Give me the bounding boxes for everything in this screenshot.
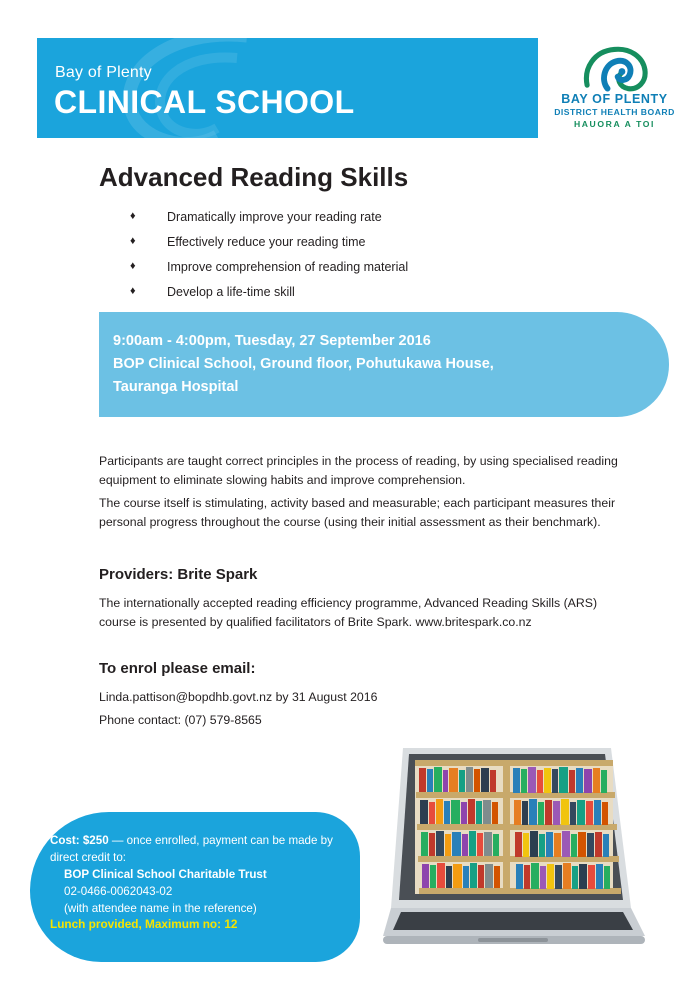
- list-item-label: Effectively reduce your reading time: [167, 235, 366, 249]
- enrol-email[interactable]: Linda.pattison@bopdhb.govt.nz by 31 August 2016: [99, 690, 378, 704]
- laptop-bookshelf-illustration: [383, 740, 653, 970]
- schedule-panel: [99, 312, 669, 417]
- providers-paragraph: The internationally accepted reading efficiency programme, Advanced Reading Skills (ARS) course is presented by qualified facilitators of Brite Spark. www.britespark.co.nz: [99, 596, 598, 629]
- cost-line-1: [50, 832, 345, 866]
- cost-account-name: BOP Clinical School Charitable Trust: [64, 868, 267, 881]
- koru-logo-icon: [582, 46, 650, 92]
- cost-panel: [30, 812, 360, 962]
- description-paragraph-2: The course itself is stimulating, activity based and measurable; each participant measures their personal progress throughout the course (using their initial assessment as their benchmark).: [99, 496, 616, 529]
- list-item-label: Dramatically improve your reading rate: [167, 210, 382, 224]
- list-item: [130, 210, 630, 235]
- cost-account-number: 02-0466-0062043-02: [64, 885, 173, 898]
- enrol-phone: Phone contact: (07) 579-8565: [99, 713, 262, 727]
- logo-line-3: HAUORA A TOI: [573, 119, 656, 129]
- cost-amount-label: Cost: $250: [50, 834, 109, 847]
- cost-reference-note: (with attendee name in the reference): [64, 902, 257, 915]
- diamond-bullet-icon: ♦: [130, 260, 136, 272]
- diamond-bullet-icon: ♦: [130, 285, 136, 297]
- description-paragraph-1: Participants are taught correct principles in the process of reading, by using specialised reading equipment to eliminate slowing habits and improve comprehension.: [99, 454, 618, 487]
- header-title: CLINICAL SCHOOL: [54, 84, 355, 120]
- lunch-note: Lunch provided, Maximum no: 12: [50, 917, 238, 931]
- enrol-heading: To enrol please email:: [99, 660, 256, 677]
- cost-details: [50, 832, 345, 917]
- logo-line-2: DISTRICT HEALTH BOARD: [554, 107, 675, 117]
- schedule-time: 9:00am - 4:00pm, Tuesday, 27 September 2016: [113, 333, 431, 349]
- dhb-logo: [538, 38, 691, 138]
- list-item-label: Develop a life-time skill: [167, 285, 295, 299]
- schedule-text: [113, 330, 494, 399]
- list-item: [130, 235, 630, 260]
- diamond-bullet-icon: ♦: [130, 210, 136, 222]
- schedule-location: Tauranga Hospital: [113, 379, 239, 395]
- page-title: Advanced Reading Skills: [99, 162, 409, 192]
- header-band: [37, 38, 691, 138]
- benefits-list: [130, 210, 630, 310]
- schedule-venue: BOP Clinical School, Ground floor, Pohutukawa House,: [113, 356, 494, 372]
- header-org-line: Bay of Plenty: [55, 64, 152, 81]
- logo-line-1: BAY OF PLENTY: [561, 92, 668, 106]
- list-item-label: Improve comprehension of reading material: [167, 260, 409, 274]
- list-item: [130, 285, 630, 310]
- providers-heading: Providers: Brite Spark: [99, 566, 258, 583]
- list-item: [130, 260, 630, 285]
- diamond-bullet-icon: ♦: [130, 235, 136, 247]
- cost-amount-note: — once enrolled, payment can be made by direct credit to:: [50, 834, 333, 864]
